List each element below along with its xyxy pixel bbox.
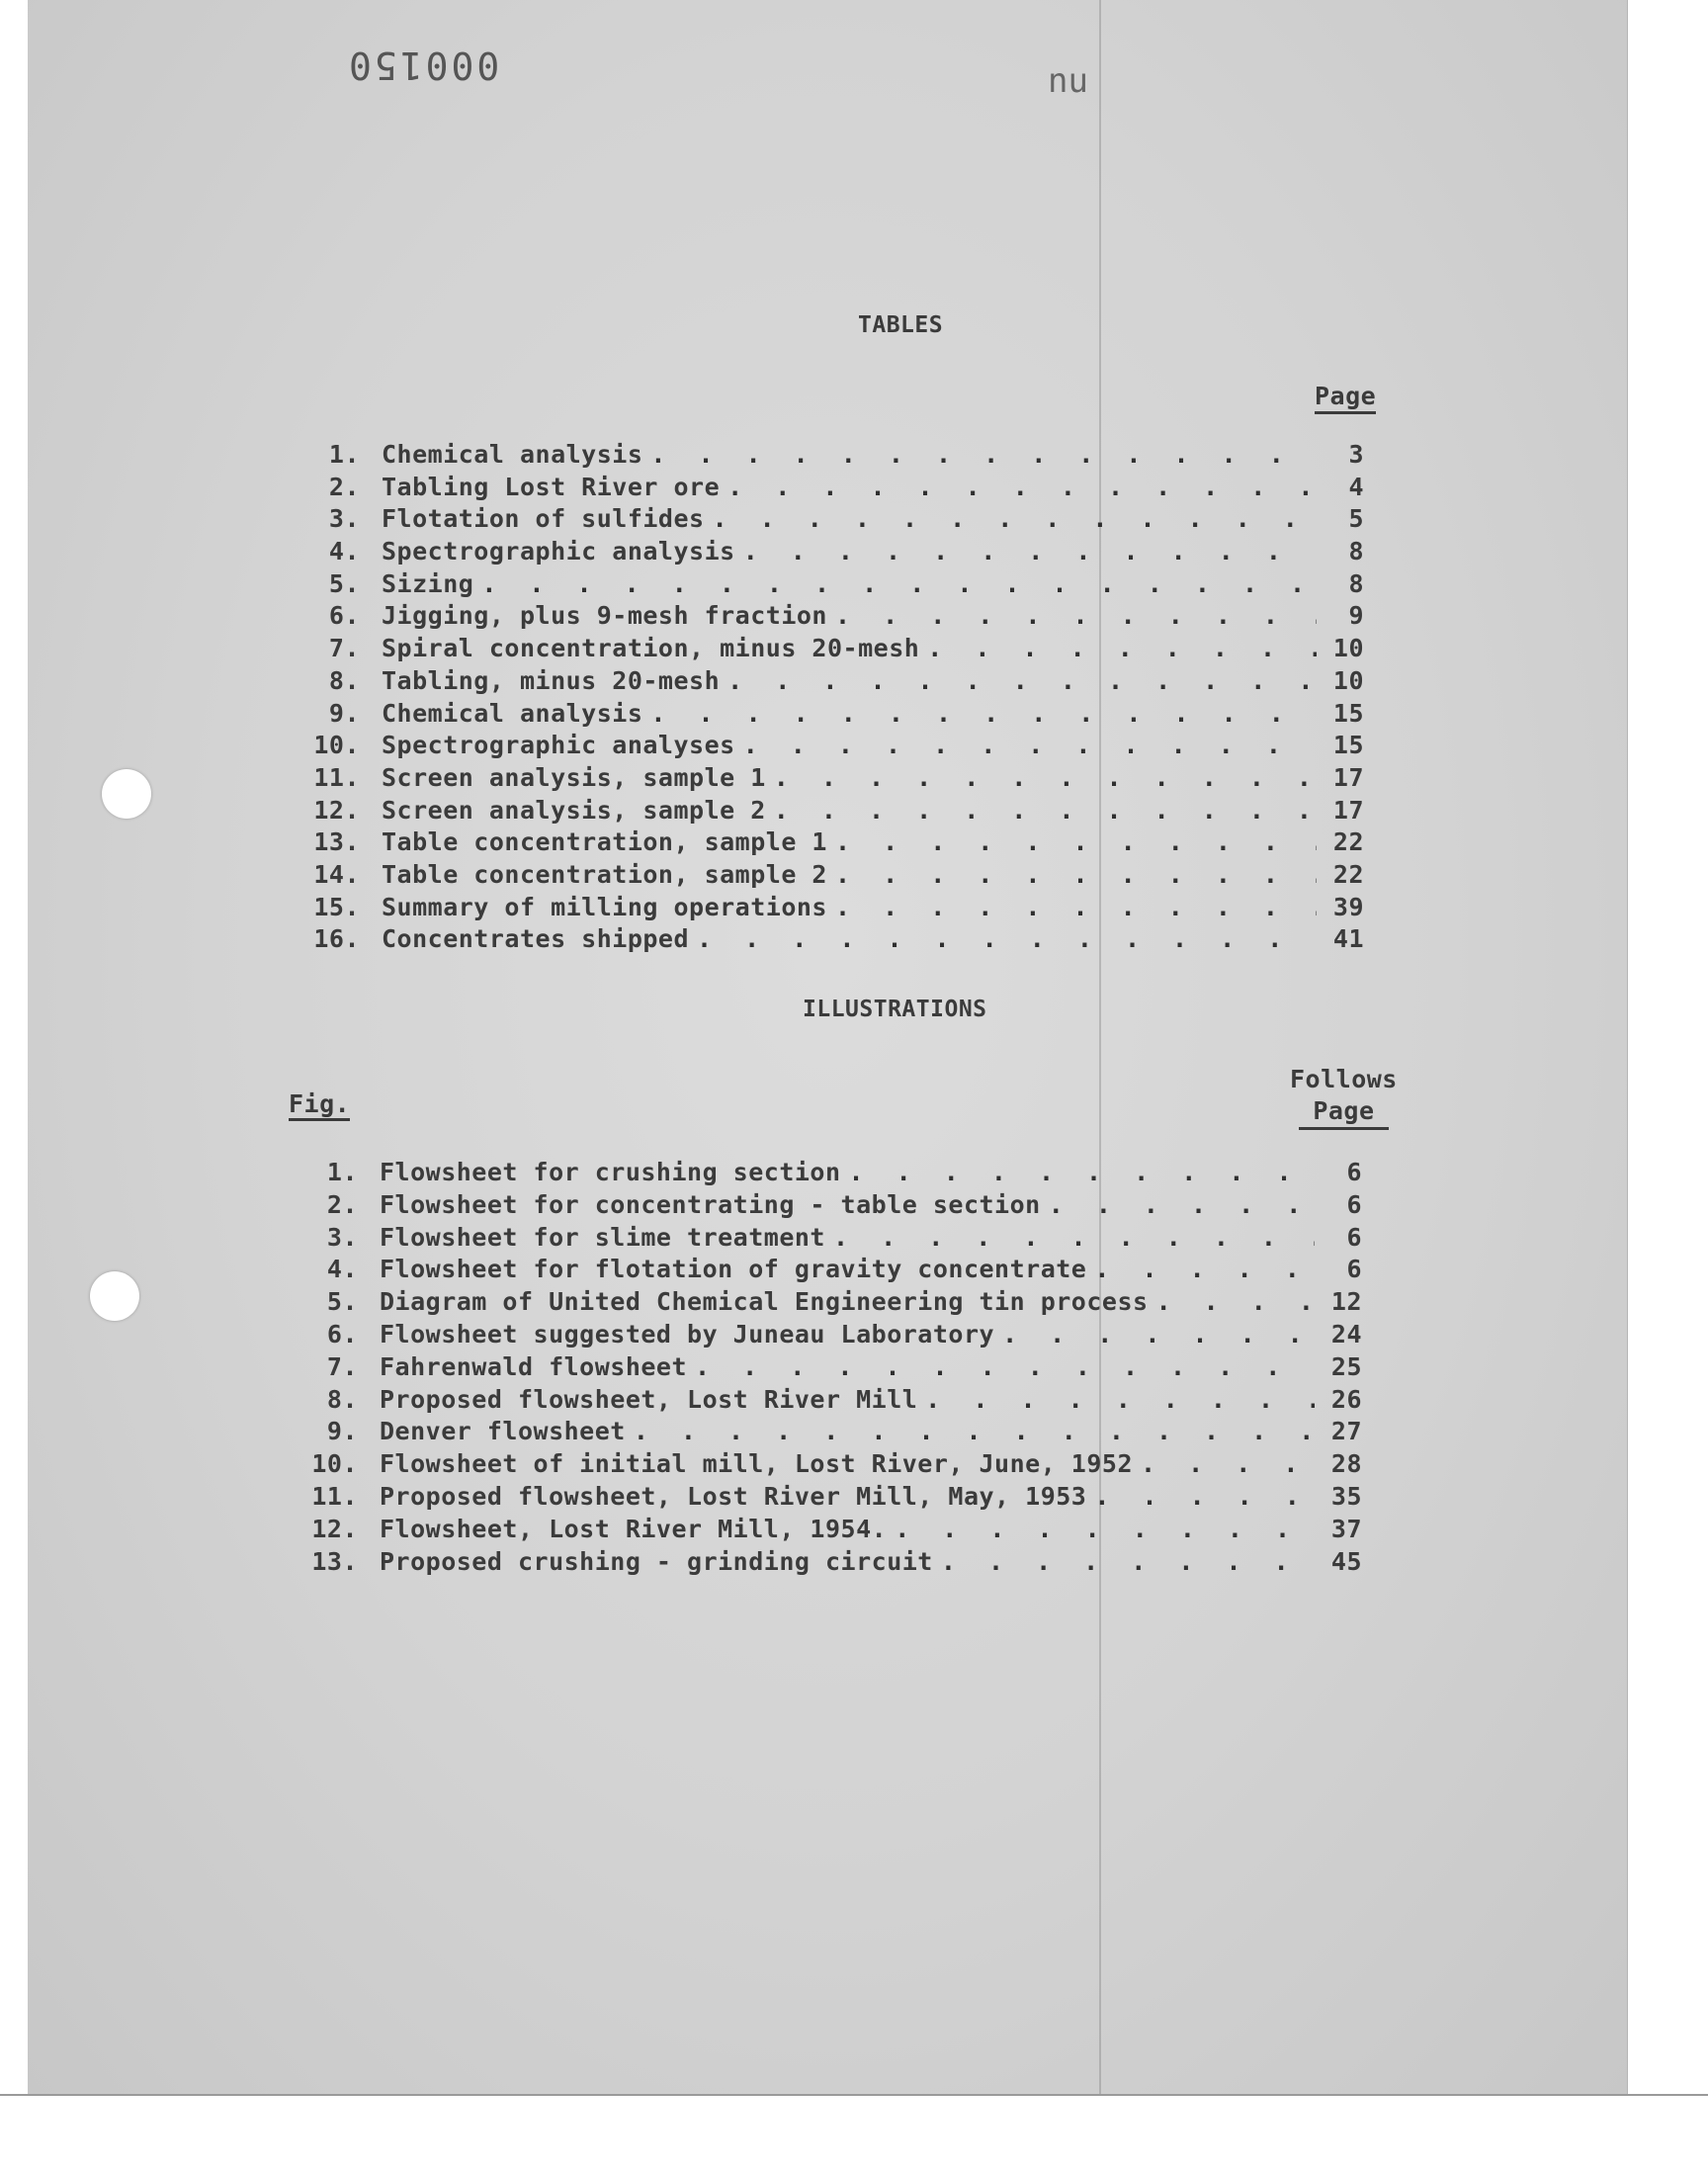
leader-dots xyxy=(727,472,1317,504)
toc-row xyxy=(287,795,1364,827)
toc-number: 1. xyxy=(326,1158,358,1186)
leader-dots xyxy=(927,633,1317,665)
toc-number: 5. xyxy=(326,1287,358,1317)
follows-label: Follows xyxy=(1290,1065,1398,1093)
toc-page-number: 41 xyxy=(1332,924,1364,954)
tables-list xyxy=(287,439,1364,956)
toc-title: Flowsheet, Lost River Mill, 1954. xyxy=(380,1514,888,1543)
toc-title: Table concentration, sample 1 xyxy=(382,827,827,857)
toc-number: 10. xyxy=(313,731,360,760)
leader-dots xyxy=(713,503,1317,536)
toc-number: 8. xyxy=(326,1384,358,1414)
toc-page-number: 8 xyxy=(1348,568,1364,598)
toc-page-number: 6 xyxy=(1346,1189,1362,1219)
follows-page-column-header xyxy=(1290,1064,1398,1130)
toc-number: 12. xyxy=(311,1514,358,1543)
toc-row xyxy=(285,1254,1362,1286)
toc-number: 12. xyxy=(313,795,360,825)
toc-row xyxy=(287,600,1364,633)
toc-page-number: 37 xyxy=(1330,1514,1362,1543)
toc-title: Tabling Lost River ore xyxy=(382,472,721,501)
toc-page-number: 22 xyxy=(1332,859,1364,889)
leader-dots xyxy=(481,568,1317,601)
page-label: Page xyxy=(1299,1095,1388,1130)
toc-page-number: 15 xyxy=(1332,731,1364,760)
toc-page-number: 17 xyxy=(1332,762,1364,792)
toc-row xyxy=(285,1319,1362,1351)
illustrations-heading: ILLUSTRATIONS xyxy=(803,997,987,1022)
toc-row xyxy=(287,762,1364,795)
toc-row xyxy=(287,665,1364,698)
toc-page-number: 17 xyxy=(1332,795,1364,825)
toc-number: 9. xyxy=(326,1417,358,1446)
toc-title: Chemical analysis xyxy=(382,440,643,469)
toc-number: 5. xyxy=(328,568,360,598)
toc-title: Spectrographic analysis xyxy=(382,537,735,566)
toc-number: 3. xyxy=(328,504,360,534)
toc-row xyxy=(285,1351,1362,1384)
toc-title: Flotation of sulfides xyxy=(382,504,705,534)
toc-row xyxy=(287,439,1364,472)
toc-number: 1. xyxy=(328,440,360,469)
toc-page-number: 26 xyxy=(1330,1384,1362,1414)
toc-number: 6. xyxy=(328,601,360,631)
toc-row xyxy=(285,1514,1362,1546)
leader-dots xyxy=(941,1546,1315,1579)
toc-page-number: 8 xyxy=(1348,537,1364,566)
leader-dots xyxy=(835,826,1317,859)
toc-page-number: 15 xyxy=(1332,698,1364,728)
leader-dots xyxy=(774,762,1317,795)
toc-row xyxy=(287,730,1364,762)
toc-number: 9. xyxy=(328,698,360,728)
toc-row xyxy=(287,568,1364,601)
toc-number: 2. xyxy=(326,1189,358,1219)
toc-number: 11. xyxy=(313,762,360,792)
toc-row xyxy=(287,633,1364,665)
toc-row xyxy=(285,1481,1362,1514)
toc-title: Spiral concentration, minus 20-mesh xyxy=(382,634,920,663)
leader-dots xyxy=(1094,1254,1315,1286)
leader-dots xyxy=(835,892,1317,924)
toc-number: 8. xyxy=(328,665,360,695)
toc-number: 16. xyxy=(313,924,360,954)
toc-title: Screen analysis, sample 2 xyxy=(382,795,766,825)
toc-row xyxy=(285,1384,1362,1417)
toc-row xyxy=(285,1157,1362,1189)
toc-title: Chemical analysis xyxy=(382,698,643,728)
toc-number: 11. xyxy=(311,1481,358,1511)
toc-row xyxy=(285,1222,1362,1255)
toc-title: Flowsheet for concentrating - table section xyxy=(380,1189,1041,1219)
toc-title: Flowsheet for flotation of gravity concentrate xyxy=(380,1255,1087,1284)
leader-dots xyxy=(634,1416,1315,1448)
toc-row xyxy=(287,859,1364,892)
toc-page-number: 24 xyxy=(1330,1319,1362,1348)
leader-dots xyxy=(835,859,1317,892)
leader-dots xyxy=(1141,1448,1315,1481)
toc-title: Tabling, minus 20-mesh xyxy=(382,665,721,695)
toc-row xyxy=(287,536,1364,568)
toc-title: Fahrenwald flowsheet xyxy=(380,1351,688,1381)
toc-number: 10. xyxy=(311,1449,358,1479)
toc-title: Proposed crushing - grinding circuit xyxy=(380,1546,933,1576)
leader-dots xyxy=(695,1351,1315,1384)
toc-number: 4. xyxy=(328,537,360,566)
toc-number: 7. xyxy=(326,1351,358,1381)
leader-dots xyxy=(1156,1286,1315,1319)
stamp-number: 000150 xyxy=(346,44,500,87)
toc-page-number: 39 xyxy=(1332,892,1364,921)
toc-row xyxy=(285,1448,1362,1481)
leader-dots xyxy=(650,439,1317,472)
toc-title: Summary of milling operations xyxy=(382,892,827,921)
punch-hole xyxy=(102,769,151,819)
toc-title: Jigging, plus 9-mesh fraction xyxy=(382,601,827,631)
toc-title: Diagram of United Chemical Engineering tin process xyxy=(380,1287,1149,1317)
tables-page-column-header: Page xyxy=(1315,382,1376,414)
toc-row xyxy=(287,698,1364,731)
toc-page-number: 35 xyxy=(1330,1481,1362,1511)
punch-hole xyxy=(90,1271,139,1321)
toc-page-number: 45 xyxy=(1330,1546,1362,1576)
toc-title: Proposed flowsheet, Lost River Mill, May, 1953 xyxy=(380,1481,1087,1511)
toc-page-number: 27 xyxy=(1330,1417,1362,1446)
toc-title: Denver flowsheet xyxy=(380,1417,626,1446)
leader-dots xyxy=(774,795,1317,827)
leader-dots xyxy=(849,1157,1315,1189)
toc-title: Concentrates shipped xyxy=(382,924,690,954)
leader-dots xyxy=(1002,1319,1315,1351)
toc-row xyxy=(285,1189,1362,1222)
leader-dots xyxy=(895,1514,1315,1546)
paper-sheet xyxy=(28,0,1628,2094)
toc-row xyxy=(287,472,1364,504)
toc-page-number: 10 xyxy=(1332,634,1364,663)
toc-page-number: 9 xyxy=(1348,601,1364,631)
toc-number: 14. xyxy=(313,859,360,889)
toc-row xyxy=(285,1416,1362,1448)
toc-row xyxy=(287,923,1364,956)
figures-list xyxy=(285,1157,1362,1578)
leader-dots xyxy=(1049,1189,1315,1222)
toc-page-number: 4 xyxy=(1348,472,1364,501)
toc-title: Table concentration, sample 2 xyxy=(382,859,827,889)
toc-row xyxy=(285,1546,1362,1579)
toc-page-number: 6 xyxy=(1346,1255,1362,1284)
toc-number: 3. xyxy=(326,1222,358,1252)
toc-title: Flowsheet of initial mill, Lost River, June, 1952 xyxy=(380,1449,1134,1479)
leader-dots xyxy=(833,1222,1315,1255)
toc-title: Screen analysis, sample 1 xyxy=(382,762,766,792)
toc-number: 7. xyxy=(328,634,360,663)
leader-dots xyxy=(925,1384,1315,1417)
toc-title: Flowsheet for crushing section xyxy=(380,1158,841,1186)
toc-title: Flowsheet suggested by Juneau Laboratory xyxy=(380,1319,995,1348)
toc-number: 15. xyxy=(313,892,360,921)
tables-heading: TABLES xyxy=(858,312,944,338)
leader-dots xyxy=(835,600,1317,633)
toc-row xyxy=(287,826,1364,859)
toc-page-number: 3 xyxy=(1348,440,1364,469)
toc-number: 13. xyxy=(313,827,360,857)
leader-dots xyxy=(650,698,1317,731)
toc-row xyxy=(285,1286,1362,1319)
fig-column-header: Fig. xyxy=(289,1089,350,1121)
toc-page-number: 28 xyxy=(1330,1449,1362,1479)
toc-page-number: 12 xyxy=(1330,1287,1362,1317)
toc-page-number: 25 xyxy=(1330,1351,1362,1381)
leader-dots xyxy=(743,536,1317,568)
toc-title: Flowsheet for slime treatment xyxy=(380,1222,825,1252)
leader-dots xyxy=(727,665,1317,698)
leader-dots xyxy=(743,730,1317,762)
fold-line xyxy=(1099,0,1101,2094)
toc-row xyxy=(287,503,1364,536)
toc-row xyxy=(287,892,1364,924)
toc-number: 13. xyxy=(311,1546,358,1576)
toc-number: 4. xyxy=(326,1255,358,1284)
leader-dots xyxy=(697,923,1317,956)
toc-page-number: 10 xyxy=(1332,665,1364,695)
toc-number: 6. xyxy=(326,1319,358,1348)
toc-title: Spectrographic analyses xyxy=(382,731,735,760)
toc-page-number: 6 xyxy=(1346,1222,1362,1252)
toc-page-number: 6 xyxy=(1346,1158,1362,1186)
toc-title: Proposed flowsheet, Lost River Mill xyxy=(380,1384,918,1414)
toc-number: 2. xyxy=(328,472,360,501)
toc-page-number: 5 xyxy=(1348,504,1364,534)
leader-dots xyxy=(1094,1481,1315,1514)
scan-edge xyxy=(0,2094,1708,2096)
handwritten-mark: nu xyxy=(1048,61,1088,101)
toc-page-number: 22 xyxy=(1332,827,1364,857)
toc-title: Sizing xyxy=(382,568,474,598)
